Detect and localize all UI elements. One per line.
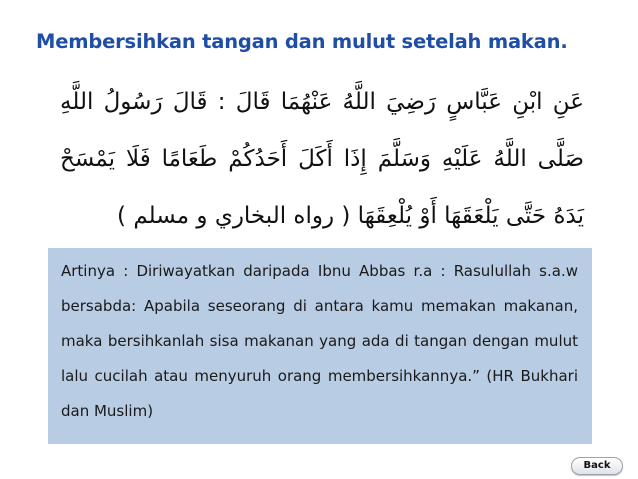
slide-title: Membersihkan tangan dan mulut setelah makan.	[36, 30, 568, 53]
arabic-hadith-text: عَنِ ابْنِ عَبَّاسٍ رَضِيَ اللَّهُ عَنْهُمَا قَالَ : قَالَ رَسُولُ اللَّهِ صَلَّى اللَّهُ عَلَيْهِ وَسَلَّمَ إِذَا أَكَلَ أَحَدُكُمْ طَعَامًا فَلَا يَمْسَحْ يَدَهُ حَتَّى يَلْعَقَهَا أَوْ يُلْعِقَهَا ( رواه البخاري و مسلم )	[60, 89, 584, 229]
back-button[interactable]: Back	[571, 457, 623, 475]
translation-text: Artinya : Diriwayatkan daripada Ibnu Abbas r.a : Rasulullah s.a.w bersabda: Apabila seseorang di antara kamu memakan makanan, maka bersihkanlah sisa makanan yang ada di tangan dengan mulut lalu cucilah atau menyuruh orang membersihkannya.” (HR Bukhari dan Muslim)	[61, 262, 578, 420]
translation-box	[48, 248, 592, 444]
